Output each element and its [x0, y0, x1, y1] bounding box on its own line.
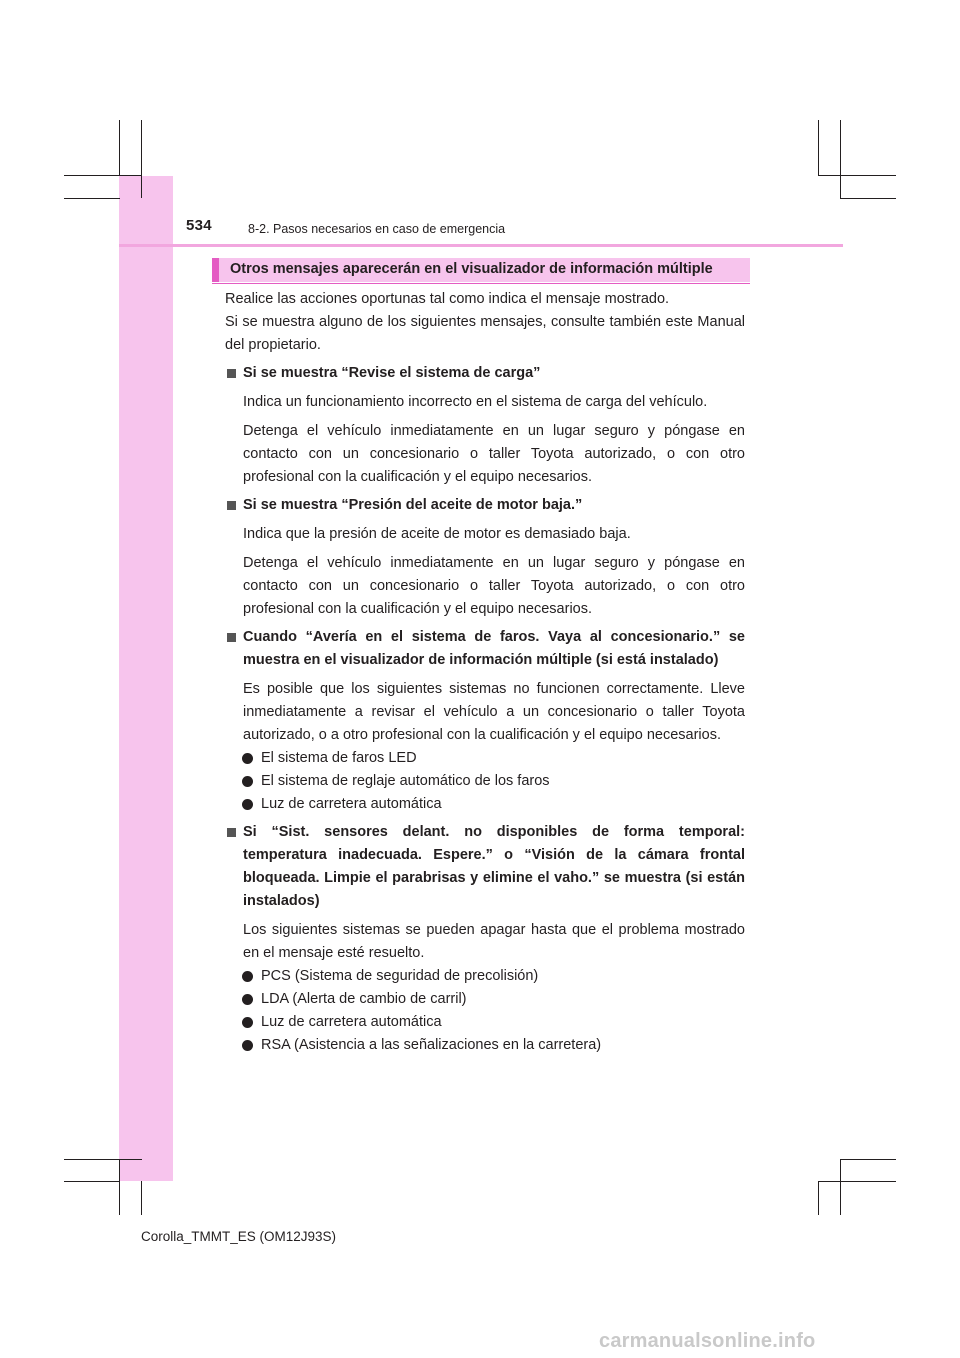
- bullet-text: PCS (Sistema de seguridad de precolisión): [261, 968, 539, 984]
- heading-bar: [212, 258, 750, 282]
- round-bullet-icon: [242, 994, 253, 1005]
- bullet-item: [225, 1034, 745, 1057]
- section-heading: [225, 494, 745, 517]
- bullet-text: LDA (Alerta de cambio de carril): [261, 991, 467, 1007]
- bullet-item: [225, 793, 745, 816]
- paragraph: Los siguientes sistemas se pueden apagar hasta que el problema mostrado en el mensaje esté resuelto.: [243, 922, 745, 961]
- square-bullet-icon: [227, 828, 236, 837]
- square-bullet-icon: [227, 633, 236, 642]
- bullet-text: Luz de carretera automática: [261, 1014, 442, 1030]
- watermark: carmanualsonline.info: [599, 1330, 816, 1352]
- footer-model-code: Corolla_TMMT_ES (OM12J93S): [141, 1229, 337, 1244]
- section-heading-text: Cuando “Avería en el sistema de faros. Vaya al concesionario.” se muestra en el visualizador de información múltiple (si está instalado): [243, 629, 745, 668]
- bullet-text: Luz de carretera automática: [261, 796, 442, 812]
- page-number: 534: [186, 217, 212, 234]
- header-rule: [119, 244, 843, 247]
- section-heading: [225, 821, 745, 913]
- bullet-item: [225, 770, 745, 793]
- bullet-text: El sistema de faros LED: [261, 750, 417, 766]
- round-bullet-icon: [242, 776, 253, 787]
- section-heading-text: Si se muestra “Revise el sistema de carga”: [243, 365, 541, 381]
- section-heading: [225, 626, 745, 672]
- bullet-text: RSA (Asistencia a las señalizaciones en la carretera): [261, 1037, 602, 1053]
- paragraph: Indica que la presión de aceite de motor es demasiado baja.: [243, 526, 631, 542]
- paragraph: Es posible que los siguientes sistemas no funcionen correctamente. Lleve inmediatamente a revisar el vehículo a un concesionario o taller Toyota autorizado, o a otro profesional con la cualificación y el equipo necesarios.: [243, 681, 745, 743]
- section-title: 8-2. Pasos necesarios en caso de emergencia: [248, 222, 506, 236]
- heading-rule: [212, 283, 750, 284]
- bullet-item: [225, 1011, 745, 1034]
- section-heading-text: Si se muestra “Presión del aceite de motor baja.”: [243, 497, 583, 513]
- content: [225, 288, 745, 1057]
- round-bullet-icon: [242, 1017, 253, 1028]
- round-bullet-icon: [242, 971, 253, 982]
- section-heading-text: Si “Sist. sensores delant. no disponibles de forma temporal: temperatura inadecuada. Espere.” o “Visión de la cámara frontal bloqueada. Limpie el parabrisas y elimine el vaho.” se muestra (si están instalados): [243, 824, 745, 909]
- round-bullet-icon: [242, 753, 253, 764]
- square-bullet-icon: [227, 501, 236, 510]
- margin-band: [119, 176, 173, 1181]
- section-heading: [225, 362, 745, 385]
- heading-text: Otros mensajes aparecerán en el visualizador de información múltiple: [230, 261, 713, 277]
- round-bullet-icon: [242, 799, 253, 810]
- bullet-item: [225, 988, 745, 1011]
- paragraph: Detenga el vehículo inmediatamente en un lugar seguro y póngase en contacto con un concesionario o taller Toyota autorizado, o con otro profesional con la cualificación y el equipo necesarios.: [243, 555, 745, 617]
- bullet-item: [225, 747, 745, 770]
- intro-line: Si se muestra alguno de los siguientes mensajes, consulte también este Manual del propietario.: [225, 314, 745, 353]
- bullet-text: El sistema de reglaje automático de los faros: [261, 773, 550, 789]
- paragraph: Indica un funcionamiento incorrecto en el sistema de carga del vehículo.: [243, 394, 708, 410]
- round-bullet-icon: [242, 1040, 253, 1051]
- intro-line: Realice las acciones oportunas tal como indica el mensaje mostrado.: [225, 291, 670, 307]
- bullet-item: [225, 965, 745, 988]
- square-bullet-icon: [227, 369, 236, 378]
- paragraph: Detenga el vehículo inmediatamente en un lugar seguro y póngase en contacto con un concesionario o taller Toyota autorizado, o con otro profesional con la cualificación y el equipo necesarios.: [243, 423, 745, 485]
